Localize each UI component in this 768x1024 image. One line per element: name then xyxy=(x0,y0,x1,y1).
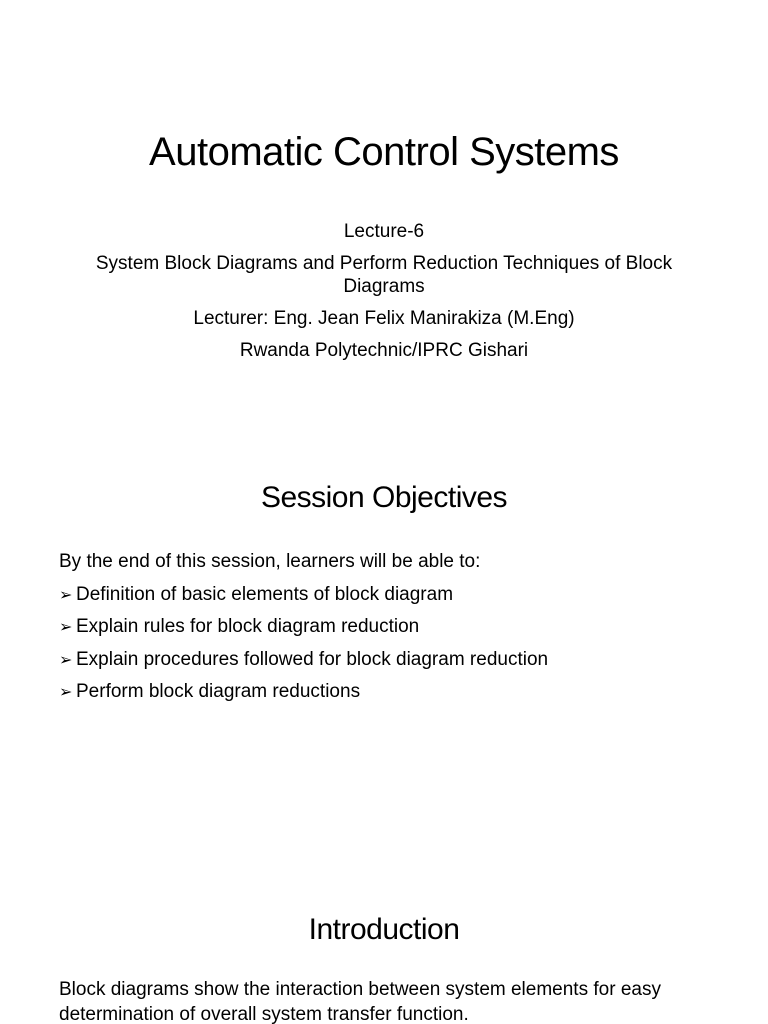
arrow-bullet-icon: ➢ xyxy=(59,584,73,604)
subtitle-block xyxy=(60,220,708,371)
arrow-bullet-icon: ➢ xyxy=(59,617,73,636)
introduction-slide xyxy=(0,864,768,1024)
lecture-number: Lecture-6 xyxy=(343,221,425,242)
presentation-title: Automatic Control Systems xyxy=(149,130,619,174)
objective-item xyxy=(59,676,729,709)
objective-text: Definition of basic elements of block diagram xyxy=(76,583,454,605)
objective-text: Explain rules for block diagram reduction xyxy=(76,616,420,637)
objectives-body xyxy=(59,546,729,709)
institution-name: Rwanda Polytechnic/IPRC Gishari xyxy=(239,340,529,361)
objectives-slide xyxy=(0,432,768,864)
objective-text: Perform block diagram reductions xyxy=(76,681,361,702)
objective-item xyxy=(59,644,729,677)
slide-title: Session Objectives xyxy=(260,481,508,514)
title-slide xyxy=(0,0,768,395)
arrow-bullet-icon: ➢ xyxy=(59,682,73,701)
lecture-topic: System Block Diagrams and Perform Reduction Techniques of Block Diagrams xyxy=(95,253,673,297)
objective-item xyxy=(59,579,729,612)
objective-item xyxy=(59,611,729,644)
lecturer-name: Lecturer: Eng. Jean Felix Manirakiza (M.Eng) xyxy=(193,308,575,329)
objective-text: Explain procedures followed for block diagram reduction xyxy=(76,648,549,670)
introduction-paragraph: Block diagrams show the interaction between system elements for easy determination of overall system transfer function. xyxy=(59,979,661,1024)
slide-title: Introduction xyxy=(308,913,460,946)
arrow-bullet-icon: ➢ xyxy=(59,649,73,669)
objectives-intro: By the end of this session, learners will be able to: xyxy=(59,551,481,572)
